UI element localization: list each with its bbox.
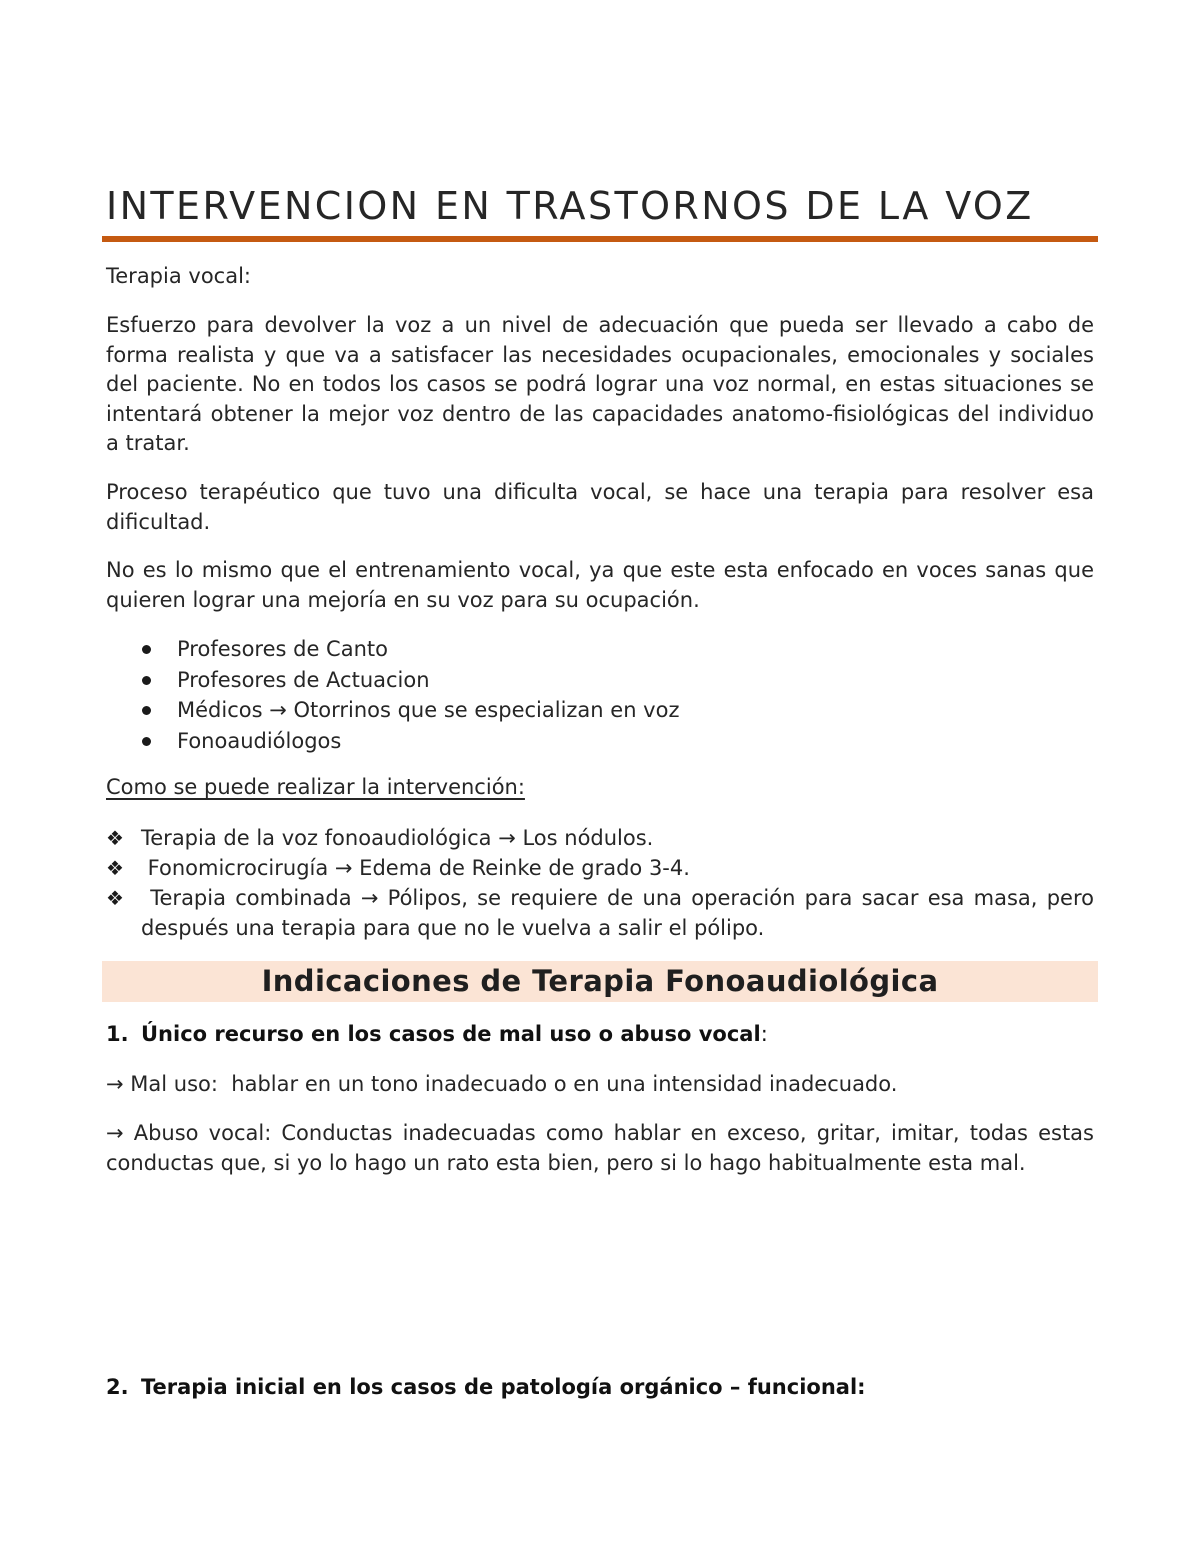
list-item-label: Profesores de Canto — [177, 637, 388, 661]
item-number: 2. — [106, 1375, 129, 1399]
list-item-label: Médicos → Otorrinos que se especializan en voz — [177, 698, 680, 723]
item-text: Terapia inicial en los casos de patología orgánico – funcional: — [141, 1375, 866, 1399]
paragraph-comparison: No es lo mismo que el entrenamiento vocal, ya que este esta enfocado en voces sanas que quieren lograr una mejoría en su voz para su ocupación. — [106, 558, 1094, 612]
numbered-item-2 — [106, 1375, 866, 1399]
list-item — [106, 726, 679, 757]
list-item — [106, 695, 679, 726]
bullet-icon — [142, 645, 151, 654]
list-item — [106, 665, 679, 696]
bullet-icon — [142, 706, 151, 715]
list-item — [106, 883, 1101, 943]
diamond-star-icon: ❖ — [106, 856, 124, 880]
item-text: Único recurso en los casos de mal uso o abuso vocal — [141, 1022, 761, 1046]
section-heading: Indicaciones de Terapia Fonoaudiológica — [261, 964, 939, 998]
paragraph-process: Proceso terapéutico que tuvo una dificulta vocal, se hace una terapia para resolver esa dificultad. — [106, 480, 1094, 534]
list-item-label: Profesores de Actuacion — [177, 667, 430, 692]
list-item-label: Fonoaudiólogos — [177, 728, 342, 753]
list-item — [106, 853, 1094, 883]
paragraph-definition: Esfuerzo para devolver la voz a un nivel de adecuación que pueda ser llevado a cabo de forma realista y que va a satisfacer las necesidades ocupacionales, emocionales y sociales del paciente. No en todos los casos se podrá lograr una voz normal, en estas situaciones se intentará obtener la mejor voz dentro de las capacidades anatomo-fisiológicas del individuo a tratar. — [106, 313, 1094, 456]
list-item-label: Terapia de la voz fonoaudiológica → Los nódulos. — [141, 826, 654, 850]
bullet-icon — [142, 676, 151, 685]
numbered-item-1 — [106, 1022, 768, 1046]
intro-label: Terapia vocal: — [106, 264, 251, 288]
list-item — [106, 823, 1094, 853]
diamond-star-icon: ❖ — [106, 826, 124, 850]
list-item-label: Fonomicrocirugía → Edema de Reinke de grado 3-4. — [141, 856, 690, 880]
diamond-star-icon: ❖ — [106, 886, 124, 910]
page-title: INTERVENCION EN TRASTORNOS DE LA VOZ — [106, 184, 1034, 228]
item-suffix: : — [760, 1022, 768, 1046]
methods-heading: Como se puede realizar la intervención: — [106, 775, 525, 799]
paragraph-abuse: → Abuso vocal: Conductas inadecuadas como hablar en exceso, gritar, imitar, todas estas conductas que, si yo lo hago un rato esta bien, pero si lo hago habitualmente esta mal. — [106, 1121, 1094, 1175]
list-item — [106, 634, 679, 665]
list-item-label: Terapia combinada → Pólipos, se requiere de una operación para sacar esa masa, pero después una terapia para que no le vuelva a salir el pólipo. — [141, 886, 1101, 940]
methods-list — [106, 823, 1101, 943]
paragraph-misuse: → Mal uso: hablar en un tono inadecuado o en una intensidad inadecuado. — [106, 1072, 898, 1096]
title-underline — [102, 236, 1098, 242]
bullet-icon — [142, 737, 151, 746]
item-number: 1. — [106, 1022, 129, 1046]
professionals-list — [106, 634, 679, 756]
